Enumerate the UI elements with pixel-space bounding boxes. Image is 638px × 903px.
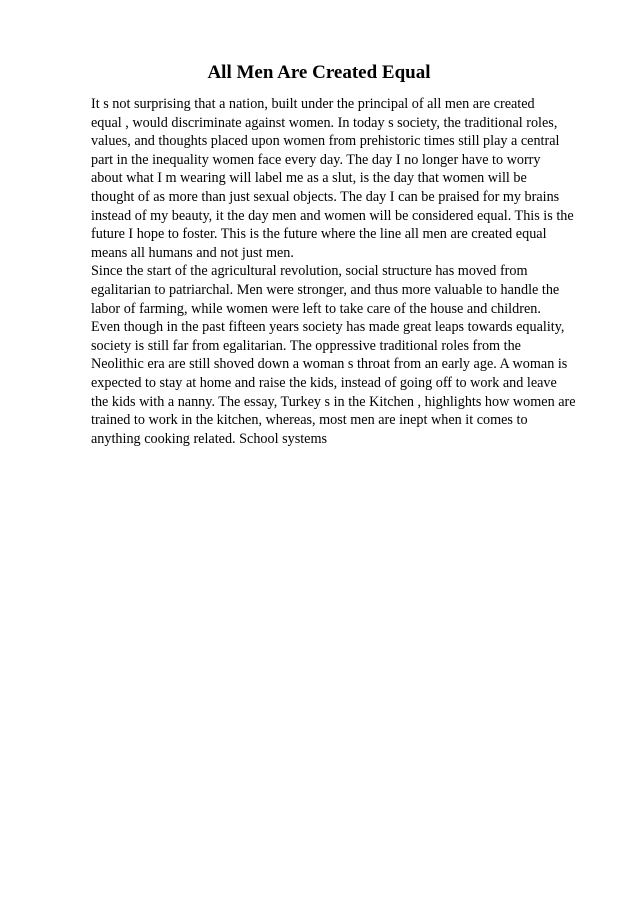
- text-line: labor of farming, while women were left to take care of the house and children.: [91, 300, 541, 317]
- text-line: trained to work in the kitchen, whereas, most men are inept when it comes to: [91, 412, 528, 429]
- text-line: Since the start of the agricultural revolution, social structure has moved from: [91, 263, 528, 280]
- text-line: expected to stay at home and raise the kids, instead of going off to work and leave: [91, 374, 557, 391]
- document-body: [91, 95, 591, 448]
- text-line: anything cooking related. School systems: [91, 430, 328, 447]
- text-line: It s not surprising that a nation, built under the principal of all men are created: [91, 96, 535, 112]
- text-line: Neolithic era are still shoved down a woman s throat from an early age. A woman is: [91, 356, 568, 373]
- text-line: Even though in the past fifteen years society has made great leaps towards equality,: [91, 319, 565, 336]
- text-line: egalitarian to patriarchal. Men were stronger, and thus more valuable to handle the: [91, 281, 560, 298]
- text-line: the kids with a nanny. The essay, Turkey s in the Kitchen , highlights how women are: [91, 393, 576, 410]
- text-line: instead of my beauty, it the day men and women will be considered equal. This is the: [91, 207, 574, 224]
- document-title: All Men Are Created Equal: [207, 62, 431, 83]
- text-line: part in the inequality women face every day. The day I no longer have to worry: [91, 151, 541, 168]
- text-line: means all humans and not just men.: [91, 244, 294, 261]
- text-line: society is still far from egalitarian. The oppressive traditional roles from the: [91, 337, 521, 354]
- text-line: future I hope to foster. This is the future where the line all men are created equal: [91, 226, 547, 243]
- text-line: thought of as more than just sexual objects. The day I can be praised for my brains: [91, 188, 560, 205]
- text-line: about what I m wearing will label me as a slut, is the day that women will be: [91, 170, 527, 187]
- text-line: equal , would discriminate against women. In today s society, the traditional roles,: [91, 114, 558, 131]
- text-line: values, and thoughts placed upon women from prehistoric times still play a central: [91, 133, 560, 150]
